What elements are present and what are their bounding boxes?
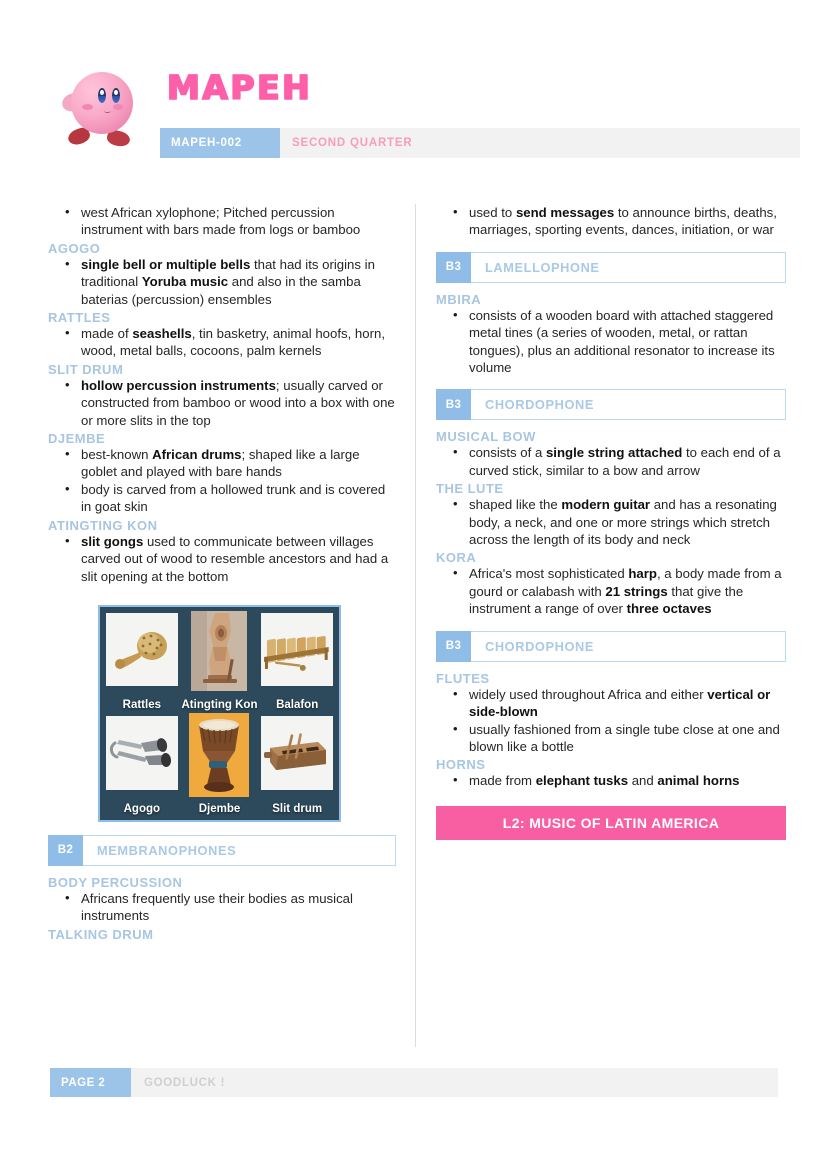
header-badge-bar [160,128,800,158]
list-item: • west African xylophone; Pitched percussion instrument with bars made from logs or bamboo [48,204,396,239]
rattle-shaker-icon [106,613,178,687]
bullet-list [48,377,396,429]
bullet-list [48,256,396,308]
kirby-body [71,72,133,134]
sub-heading: SLIT DRUM [48,361,124,377]
page-number-badge: PAGE 2 [50,1068,131,1097]
kirby-eye-right [112,88,120,103]
course-code-badge: MAPEH-002 [160,128,280,158]
right-column [436,204,786,840]
instrument-caption: Agogo [123,802,161,815]
section-tag: B2 [48,835,83,866]
list-item: • body is carved from a hollowed trunk and is covered in goat skin [48,481,396,516]
list-item: • single bell or multiple bells that had its origins in traditional Yoruba music and also in the samba baterias (percussion) ensembles [48,256,396,308]
instrument-cell [181,713,259,817]
bullet-list [48,325,396,360]
list-item: • Africans frequently use their bodies as musical instruments [48,890,396,925]
instrument-caption: Rattles [122,699,161,712]
kirby-cheek-left [82,104,93,110]
page-title: MAPEH [167,68,313,107]
kirby-cheek-right [113,104,123,110]
sub-heading: FLUTES [436,670,490,686]
sub-heading: RATTLES [48,310,111,326]
section-box-chordophone-1 [436,389,786,420]
list-item: • consists of a wooden board with attached staggered metal tines (a series of wooden, metal, or rattan tongues), plus an additional resonator to increase its volume [436,307,786,377]
instrument-cell [258,713,336,817]
bullet-list [48,533,396,585]
bullet-list [436,496,786,548]
left-content-blocks [48,204,396,585]
quarter-badge: SECOND QUARTER [280,128,800,158]
kirby-mouth [104,109,111,113]
bullet-list [436,686,786,756]
bullet-list [48,890,396,925]
section-tag: B3 [436,631,471,662]
sub-heading: DJEMBE [48,431,106,447]
list-item: • made from elephant tusks and animal horns [436,772,786,789]
list-item: • used to send messages to announce births, deaths, marriages, sporting events, dances, initiation, or war [436,204,786,239]
instrument-caption: Balafon [276,699,319,712]
aerophone-blocks [436,671,786,790]
section-label: CHORDOPHONE [471,389,786,420]
djembe-drum-icon [181,713,259,795]
left-column [48,204,396,942]
sub-heading: MBIRA [436,291,482,307]
bullet-list [436,444,786,479]
instrument-cell [258,610,336,714]
section-label: CHORDOPHONE [471,631,786,662]
sub-heading: KORA [436,550,477,566]
agogo-bells-icon [106,716,178,790]
sub-heading: TALKING DRUM [48,926,154,942]
list-item: • consists of a single string attached to each end of a curved stick, similar to a bow and arrow [436,444,786,479]
balafon-xylophone-icon [261,613,333,687]
sub-heading: BODY PERCUSSION [48,874,183,890]
bullet-list [48,446,396,516]
bullet-list [436,565,786,617]
lamellophone-blocks [436,292,786,377]
list-item: • widely used throughout Africa and either vertical or side-blown [436,686,786,721]
sub-heading: AGOGO [48,240,101,256]
instrument-caption: Slit drum [272,802,323,815]
sub-heading: MUSICAL BOW [436,429,536,445]
bullet-list [436,307,786,377]
instrument-cell [103,713,181,817]
list-item: • Africa's most sophisticated harp, a body made from a gourd or calabash with 21 strings that give the instrument a range of over three octaves [436,565,786,617]
right-lead-bullets [436,204,786,239]
section-tag: B3 [436,252,471,283]
kirby-mascot-icon [62,64,140,146]
list-item: • best-known African drums; shaped like a large goblet and played with bare hands [48,446,396,481]
section-label: LAMELLOPHONE [471,252,786,283]
list-item: • made of seashells, tin basketry, animal hoofs, horn, wood, metal balls, cocoons, palm kernels [48,325,396,360]
slit-gong-carving-icon [181,610,259,692]
list-item: • usually fashioned from a single tube close at one and blown like a bottle [436,721,786,756]
section-box-membranophones [48,835,396,866]
instrument-caption: Djembe [198,802,241,815]
next-lesson-banner: L2: MUSIC OF LATIN AMERICA [436,806,786,840]
list-item: • slit gongs used to communicate between villages carved out of wood to resemble ancestors and had a slit opening at the bottom [48,533,396,585]
bullet-list [436,772,786,789]
instrument-cell [103,610,181,714]
sub-heading: ATINGTING KON [48,517,158,533]
column-divider [415,204,416,1047]
section-box-chordophone-2 [436,631,786,662]
list-item: • shaped like the modern guitar and has a resonating body, a neck, and one or more strings which stretch across the length of its body and neck [436,496,786,548]
section-box-lamellophone [436,252,786,283]
page-footer [50,1068,778,1097]
left-after-box-blocks [48,875,396,942]
section-tag: B3 [436,389,471,420]
instrument-caption: Atingting Kon [181,699,258,712]
kirby-eye-left [98,88,106,103]
bullet-list [48,204,396,239]
page-header [0,0,828,180]
footer-message: GOODLUCK ! [131,1068,778,1097]
chordophone-blocks [436,429,786,617]
instrument-image-grid [98,605,341,822]
instrument-cell [181,610,259,714]
section-label: MEMBRANOPHONES [83,835,396,866]
sub-heading: THE LUTE [436,481,504,497]
slit-drum-icon [261,716,333,790]
list-item: • hollow percussion instruments; usually carved or constructed from bamboo or wood into a box with one or more slits in the top [48,377,396,429]
sub-heading: HORNS [436,757,486,773]
